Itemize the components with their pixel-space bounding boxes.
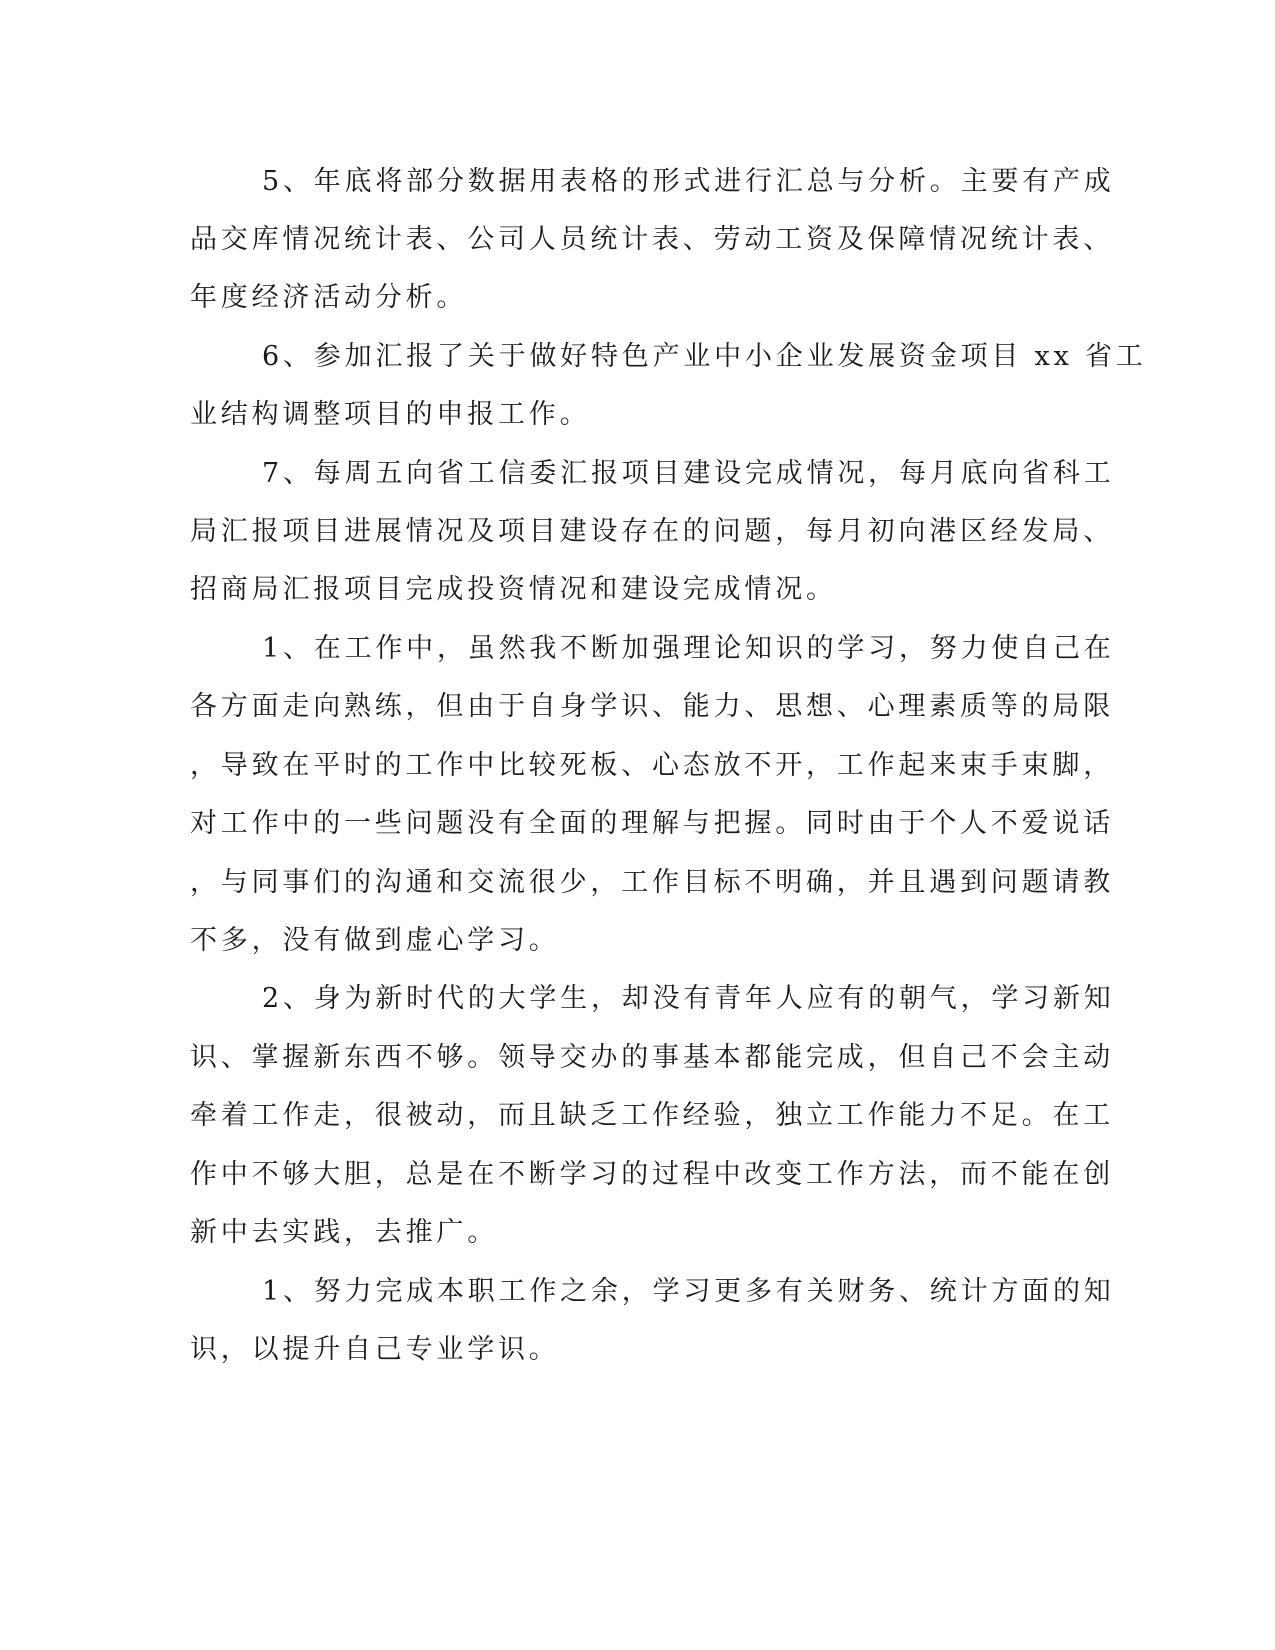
paragraph-5-line-1: 5、年底将部分数据用表格的形式进行汇总与分析。主要有产成 [262, 166, 1115, 197]
paragraph-6-line-2: 业结构调整项目的申报工作。 [190, 399, 591, 430]
problem-1-line-1: 1、在工作中，虽然我不断加强理论知识的学习，努力使自己在 [262, 633, 1115, 664]
paragraph-7-line-3: 招商局汇报项目完成投资情况和建设完成情况。 [190, 574, 837, 605]
problem-1-line-3: ，导致在平时的工作中比较死板、心态放不开，工作起来束手束脚， [190, 750, 1114, 781]
problem-2-line-1: 2、身为新时代的大学生，却没有青年人应有的朝气，学习新知 [262, 983, 1115, 1014]
paragraph-7-line-2: 局汇报项目进展情况及项目建设存在的问题，每月初向港区经发局、 [190, 516, 1114, 547]
paragraph-6-line-1: 6、参加汇报了关于做好特色产业中小企业发展资金项目 xx 省工 [262, 341, 1147, 372]
paragraph-5-line-3: 年度经济活动分析。 [190, 282, 468, 313]
problem-2-line-3: 牵着工作走，很被动，而且缺乏工作经验，独立工作能力不足。在工 [190, 1100, 1114, 1131]
plan-1-line-2: 识，以提升自己专业学识。 [190, 1334, 560, 1365]
paragraph-5-line-2: 品交库情况统计表、公司人员统计表、劳动工资及保障情况统计表、 [190, 224, 1114, 255]
problem-1-line-4: 对工作中的一些问题没有全面的理解与把握。同时由于个人不爱说话 [190, 808, 1114, 839]
problem-2-line-5: 新中去实践，去推广。 [190, 1217, 498, 1248]
problem-1-line-6: 不多，没有做到虚心学习。 [190, 925, 560, 956]
problem-2-line-4: 作中不够大胆，总是在不断学习的过程中改变工作方法，而不能在创 [190, 1159, 1114, 1190]
problem-1-line-5: ，与同事们的沟通和交流很少，工作目标不明确，并且遇到问题请教 [190, 867, 1114, 898]
plan-1-line-1: 1、努力完成本职工作之余，学习更多有关财务、统计方面的知 [262, 1276, 1115, 1307]
problem-1-line-2: 各方面走向熟练，但由于自身学识、能力、思想、心理素质等的局限 [190, 691, 1114, 722]
problem-2-line-2: 识、掌握新东西不够。领导交办的事基本都能完成，但自己不会主动 [190, 1042, 1114, 1073]
paragraph-7-line-1: 7、每周五向省工信委汇报项目建设完成情况，每月底向省科工 [262, 458, 1115, 489]
